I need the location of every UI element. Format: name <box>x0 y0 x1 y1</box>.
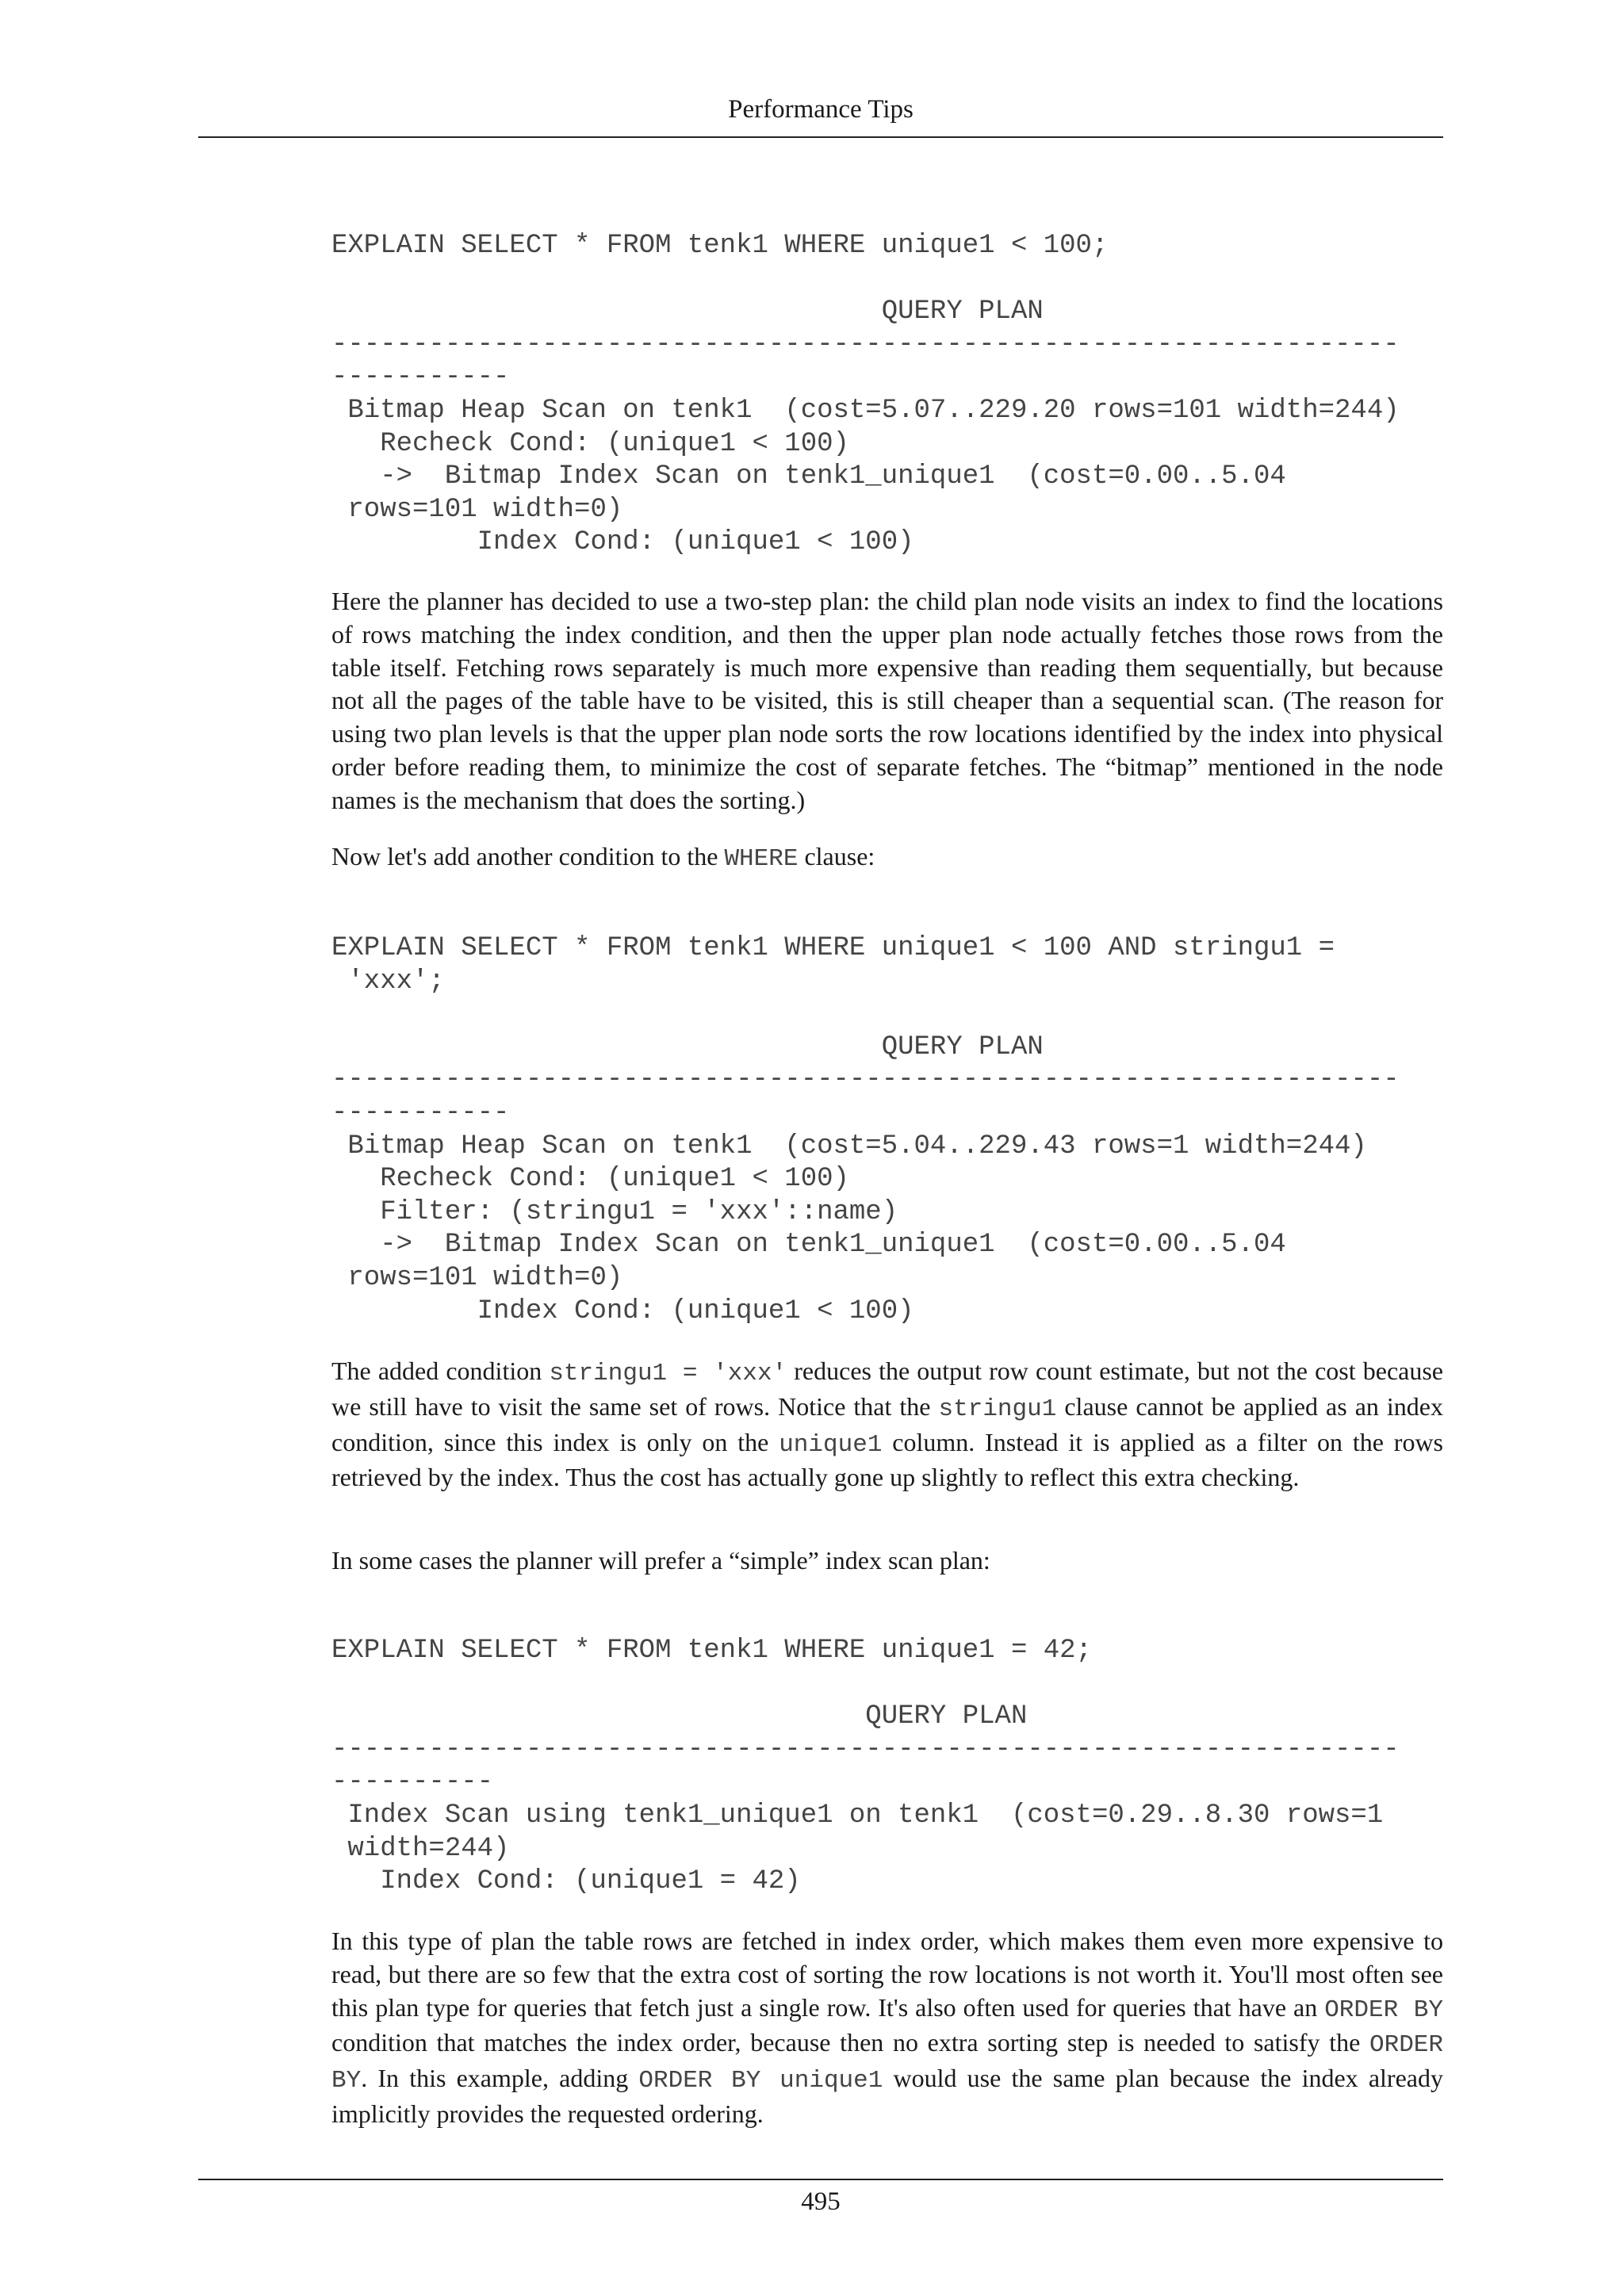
footer-rule <box>198 2179 1443 2180</box>
code-line: ----------- <box>331 362 510 393</box>
code-line: Recheck Cond: (unique1 < 100) <box>331 428 849 459</box>
inline-code: stringu1 <box>938 1395 1057 1423</box>
inline-code: unique1 <box>779 1430 883 1459</box>
inline-code: ORDER BY <box>331 2031 1443 2095</box>
code-line: Recheck Cond: (unique1 < 100) <box>331 1164 849 1195</box>
inline-code: stringu1 = 'xxx' <box>549 1360 787 1387</box>
code-line: ----------- <box>331 1097 510 1128</box>
code-line: ------------------------------------------------------------------ <box>331 329 1400 360</box>
paragraph-index-order: In this type of plan the table rows are fetched in index order, which makes them even more expensive to read, but there are so few that the extra cost of sorting the row locations is not worth it. You'll most often see this plan type for queries that fetch just a single row. It's also often used for queries that have an ORDER BY condition that matches the index order, because then no extra sorting step is needed to satisfy the ORDER BY. In this example, adding ORDER BY unique1 would use the same plan because the index already implicitly provides the requested ordering. <box>331 1927 1444 2128</box>
inline-code: ORDER BY unique1 <box>638 2067 883 2095</box>
code-line: Index Cond: (unique1 < 100) <box>331 527 914 558</box>
code-line: Index Scan using tenk1_unique1 on tenk1 (cost=0.29..8.30 rows=1 <box>331 1800 1384 1831</box>
code-line: EXPLAIN SELECT * FROM tenk1 WHERE unique1 = 42; <box>331 1636 1092 1666</box>
code-line: Bitmap Heap Scan on tenk1 (cost=5.07..229.20 rows=101 width=244) <box>331 395 1400 426</box>
code-line: Filter: (stringu1 = 'xxx'::name) <box>331 1196 898 1227</box>
inline-code: ORDER BY <box>1324 1996 1444 2024</box>
code-line: rows=101 width=0) <box>331 1262 623 1293</box>
code-line: Index Cond: (unique1 < 100) <box>331 1295 914 1326</box>
code-line: -> Bitmap Index Scan on tenk1_unique1 (cost=0.00..5.04 <box>331 1230 1286 1261</box>
code-line: -> Bitmap Index Scan on tenk1_unique1 (cost=0.00..5.04 <box>331 461 1286 492</box>
code-line: ------------------------------------------------------------------ <box>331 1734 1400 1765</box>
code-line: 'xxx'; <box>331 966 445 997</box>
code-line: ---------- <box>331 1767 494 1798</box>
paragraph-simple-index-scan: In some cases the planner will prefer a “simple” index scan plan: <box>331 1546 990 1575</box>
code-block-bitmap-filter <box>331 932 1400 1328</box>
code-line: rows=101 width=0) <box>331 494 623 525</box>
code-block-bitmap-scan <box>331 230 1400 560</box>
page-header: Performance Tips <box>728 95 914 124</box>
header-rule <box>198 136 1443 138</box>
code-line: ------------------------------------------------------------------ <box>331 1065 1400 1096</box>
code-line: EXPLAIN SELECT * FROM tenk1 WHERE unique1 < 100 AND stringu1 = <box>331 933 1335 963</box>
paragraph-add-condition: Now let's add another condition to the WHERE clause: <box>331 842 875 873</box>
inline-code: WHERE <box>724 845 799 873</box>
code-block-index-scan <box>331 1635 1400 1899</box>
code-line: Bitmap Heap Scan on tenk1 (cost=5.04..229.43 rows=1 width=244) <box>331 1131 1367 1161</box>
page-number: 495 <box>801 2187 841 2216</box>
code-line: width=244) <box>331 1833 510 1864</box>
paragraph-added-condition: The added condition stringu1 = 'xxx' reduces the output row count estimate, but not the cost because we still have to visit the same set of rows. Notice that the stringu1 clause cannot be applied as an index condition, since this index is only on the unique1 column. Instead it is applied as a filter on the rows retrieved by the index. Thus the cost has actually gone up slightly to reflect this extra checking. <box>331 1357 1444 1492</box>
code-line: QUERY PLAN <box>331 297 1044 327</box>
code-line: QUERY PLAN <box>331 1031 1044 1062</box>
code-line: Index Cond: (unique1 = 42) <box>331 1866 801 1897</box>
code-line: EXPLAIN SELECT * FROM tenk1 WHERE unique1 < 100; <box>331 231 1109 261</box>
code-line: QUERY PLAN <box>331 1701 1028 1732</box>
paragraph-two-step-plan: Here the planner has decided to use a two-step plan: the child plan node visits an index to find the locations of rows matching the index condition, and then the upper plan node actually fetches those rows from the table itself. Fetching rows separately is much more expensive than reading them sequentially, but because not all the pages of the table have to be visited, this is still cheaper than a sequential scan. (The reason for using two plan levels is that the upper plan node sorts the row locations identified by the index into physical order before reading them, to minimize the cost of separate fetches. The “bitmap” mentioned in the node names is the mechanism that does the sorting.) <box>331 587 1443 814</box>
